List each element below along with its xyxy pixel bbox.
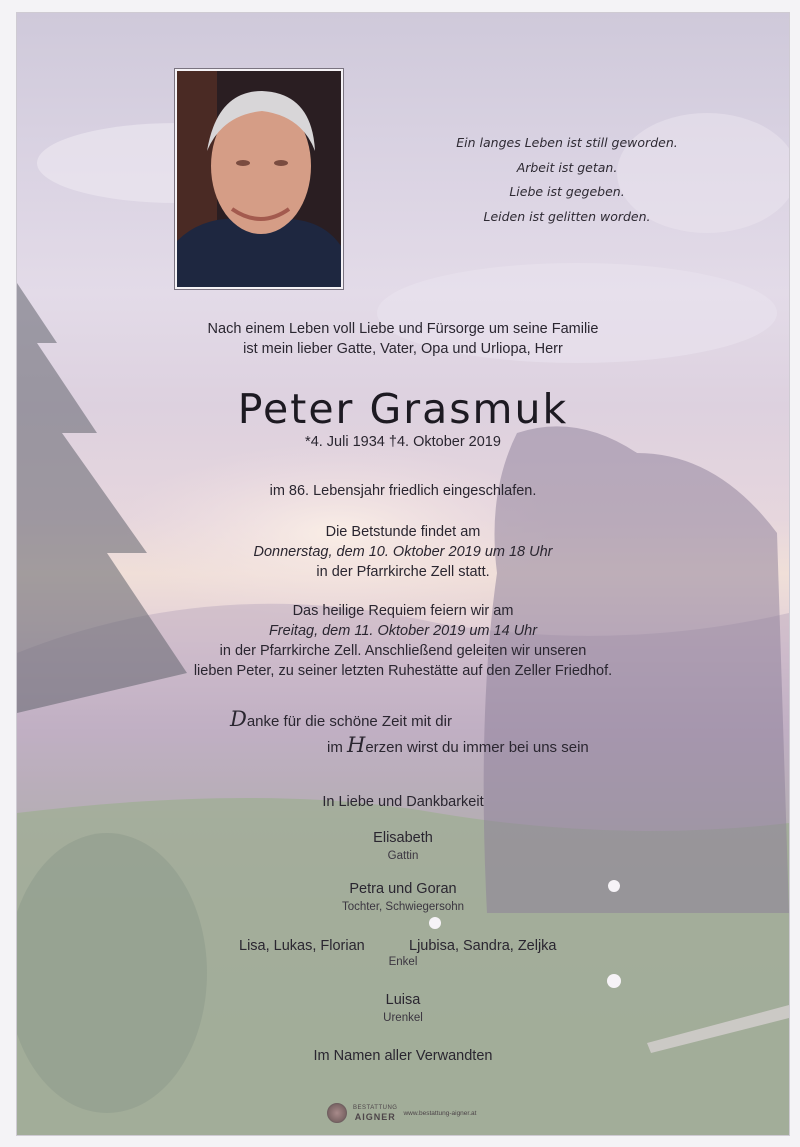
intro-line: ist mein lieber Gatte, Vater, Opa und Urliopa, Herr [243, 341, 563, 357]
deceased-name: Peter Grasmuk [237, 385, 569, 433]
requiem-line: Das heilige Requiem feiern wir am [292, 603, 514, 619]
family-member [303, 879, 503, 915]
relatives-text: Im Namen aller Verwandten [313, 1048, 493, 1064]
poem-line: Ein langes Leben ist still geworden. [456, 135, 678, 150]
family-member [303, 828, 503, 864]
member-name: Petra und Goran [349, 881, 457, 897]
brand-logo [353, 1105, 397, 1122]
family-member [303, 990, 503, 1026]
member-name: Elisabeth [373, 830, 433, 846]
passed-text: im 86. Lebensjahr friedlich eingeschlafen. [269, 483, 537, 499]
wake-info [17, 522, 789, 582]
grandchildren-right [409, 936, 569, 956]
thanks-initial: D [230, 707, 247, 731]
member-role: Gattin [387, 850, 419, 862]
intro-line: Nach einem Leben voll Liebe und Fürsorge um seine Familie [207, 321, 599, 337]
footer-url[interactable]: www.bestattung-aigner.at [403, 1109, 477, 1117]
requiem-datetime: Freitag, dem 11. Oktober 2019 um 14 Uhr [268, 623, 538, 639]
poem [417, 131, 717, 229]
closing-text: In Liebe und Dankbarkeit [322, 794, 484, 810]
requiem-line: lieben Peter, zu seiner letzten Ruhestätte auf den Zeller Friedhof. [193, 663, 613, 679]
requiem-line: in der Pfarrkirche Zell. Anschließend geleiten wir unseren [219, 643, 587, 659]
grandchildren-left [239, 936, 389, 956]
intro-text [17, 319, 789, 359]
wake-datetime: Donnerstag, dem 10. Oktober 2019 um 18 Uhr [253, 544, 553, 560]
wake-line: Die Betstunde findet am [325, 524, 481, 540]
brand-small: BESTATTUNG [353, 1104, 398, 1111]
life-dates: *4. Juli 1934 †4. Oktober 2019 [305, 434, 501, 450]
member-role: Tochter, Schwiegersohn [341, 901, 465, 913]
thanks-text: anke für die schöne Zeit mit dir [246, 713, 452, 730]
grandchildren-role [303, 954, 503, 970]
thanks-text: erzen wirst du immer bei uns sein [365, 739, 589, 756]
member-role: Urenkel [383, 1012, 423, 1024]
member-name: Ljubisa, Sandra, Zeljka [409, 938, 557, 954]
thanks-line-2 [327, 733, 589, 757]
wake-line: in der Pfarrkirche Zell statt. [316, 564, 490, 580]
member-name: Lisa, Lukas, Florian [239, 938, 365, 954]
funeral-home-footer [327, 1101, 507, 1125]
thanks-line-1 [230, 707, 452, 731]
member-name: Luisa [385, 992, 421, 1008]
rose-logo-icon [327, 1103, 347, 1123]
poem-line: Liebe ist gegeben. [509, 184, 625, 199]
member-role: Enkel [388, 956, 418, 968]
requiem-info [17, 601, 789, 681]
obituary-page [16, 12, 790, 1136]
thanks-initial: H [347, 733, 366, 757]
poem-line: Leiden ist gelitten worden. [483, 208, 651, 224]
thanks-prefix: im [327, 739, 347, 756]
brand-name: AIGNER [354, 1111, 396, 1122]
poem-line: Arbeit ist getan. [516, 159, 618, 175]
portrait-photo [175, 69, 343, 289]
